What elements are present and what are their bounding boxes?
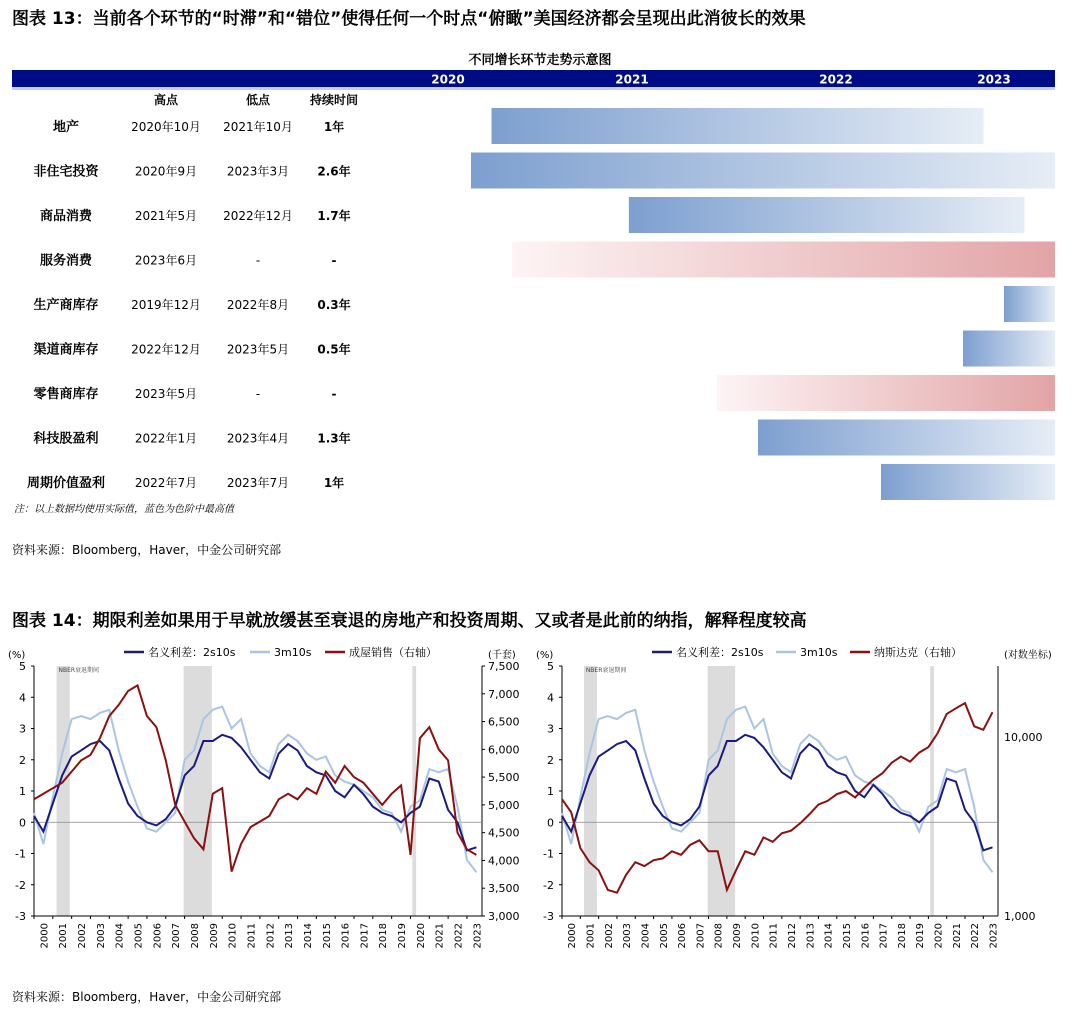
row-duration: - — [331, 387, 337, 401]
y2-tick-label: 7,000 — [488, 687, 520, 701]
year-label: 2023 — [977, 72, 1011, 87]
x-tick-label: 2017 — [878, 923, 890, 949]
row-duration: 0.5年 — [317, 342, 351, 357]
y-axis-unit: (%) — [8, 650, 26, 661]
row-low: 2023年3月 — [226, 164, 290, 179]
x-tick-label: 2008 — [713, 923, 725, 949]
row-low: 2023年5月 — [226, 342, 290, 357]
recession-band — [930, 666, 934, 916]
x-tick-label: 2018 — [378, 923, 390, 949]
legend-label: 3m10s — [274, 646, 312, 659]
x-tick-label: 2022 — [970, 923, 982, 949]
x-tick-label: 2004 — [640, 923, 652, 949]
row-low: - — [255, 387, 261, 401]
series-line — [562, 703, 993, 893]
figure13-title: 图表 13：当前各个环节的“时滞”和“错位”使得任何一个时点“俯瞰”美国经济都会呈现出此消彼长的效果 — [12, 9, 806, 29]
x-tick-label: 2023 — [988, 923, 1000, 949]
x-tick-label: 2013 — [805, 923, 817, 949]
y2-tick-label: 3,000 — [488, 910, 520, 923]
legend-label: 纳斯达克（右轴） — [874, 646, 962, 659]
x-tick-label: 2004 — [114, 923, 126, 949]
trend-bar — [1004, 286, 1055, 322]
x-tick-label: 2007 — [695, 923, 707, 949]
x-tick-label: 2009 — [208, 923, 220, 949]
figure14-source: 资料来源：Bloomberg，Haver，中金公司研究部 — [12, 990, 282, 1004]
table-note: 注：以上数据均使用实际值，蓝色为色阶中最高值 — [14, 504, 234, 515]
x-tick-label: 2003 — [95, 923, 107, 949]
y-tick-label: 3 — [19, 722, 26, 736]
x-tick-label: 2015 — [321, 923, 333, 949]
y-tick-label: 2 — [547, 753, 554, 767]
row-duration: 1年 — [323, 476, 345, 490]
row-high: 2020年10月 — [131, 120, 201, 134]
y2-tick-label: 6,000 — [488, 743, 520, 757]
y2-tick-label: 5,000 — [488, 798, 520, 812]
recession-band — [57, 666, 70, 916]
figure14-title: 图表 14：期限利差如果用于早就放缓甚至衰退的房地产和投资周期、又或者是此前的纳指，解释程度较高 — [12, 611, 807, 631]
trend-bar — [963, 331, 1055, 367]
x-tick-label: 2001 — [585, 923, 597, 949]
year-label: 2021 — [615, 72, 649, 87]
row-duration: 0.3年 — [317, 298, 351, 312]
x-tick-label: 2005 — [133, 923, 145, 949]
column-header: 持续时间 — [309, 93, 359, 107]
series-line — [34, 735, 476, 851]
x-tick-label: 2019 — [397, 923, 409, 949]
trend-bar — [881, 464, 1055, 500]
y-tick-label: 3 — [547, 722, 554, 736]
row-low: 2021年10月 — [223, 120, 293, 134]
timeline-title: 不同增长环节走势示意图 — [468, 53, 612, 68]
x-tick-label: 2018 — [896, 923, 908, 949]
y-tick-label: -3 — [15, 910, 26, 923]
x-tick-label: 2000 — [567, 923, 579, 949]
y2-tick-label: 7,500 — [488, 660, 520, 673]
x-tick-label: 2002 — [77, 923, 89, 949]
y-tick-label: 1 — [547, 785, 554, 798]
legend-label: 3m10s — [800, 646, 838, 659]
y-tick-label: -1 — [15, 847, 26, 861]
x-tick-label: 2016 — [340, 923, 352, 949]
row-high: 2019年12月 — [131, 298, 201, 312]
y2-tick-label: 5,500 — [488, 771, 520, 785]
y-tick-label: -3 — [543, 910, 554, 923]
series-line — [562, 735, 993, 851]
y-tick-label: 0 — [19, 816, 26, 830]
x-tick-label: 2000 — [39, 923, 51, 949]
x-tick-label: 2006 — [152, 923, 164, 949]
column-header: 高点 — [153, 93, 179, 107]
series-line — [562, 707, 993, 873]
x-tick-label: 2019 — [915, 923, 927, 949]
trend-bar — [758, 420, 1055, 456]
nasdaq-spread-chart — [528, 640, 1068, 980]
y-tick-label: 5 — [547, 660, 554, 673]
year-label: 2022 — [819, 72, 853, 87]
y-tick-label: -1 — [543, 847, 554, 861]
row-high: 2023年5月 — [134, 387, 198, 401]
x-tick-label: 2011 — [768, 923, 780, 949]
x-tick-label: 2010 — [750, 923, 762, 949]
row-duration: 2.6年 — [317, 164, 351, 179]
recession-band — [584, 666, 597, 916]
trend-bar — [492, 108, 984, 144]
row-high: 2021年5月 — [134, 209, 198, 223]
housing-spread-chart — [0, 640, 520, 980]
recession-band — [184, 666, 212, 916]
x-tick-label: 2002 — [603, 923, 615, 949]
figure13-source: 资料来源：Bloomberg，Haver，中金公司研究部 — [12, 543, 282, 557]
row-name: 地产 — [52, 120, 80, 135]
year-label: 2020 — [431, 72, 465, 87]
year-header-underline — [12, 87, 1055, 90]
trend-bar — [471, 153, 1055, 189]
x-tick-label: 2001 — [58, 923, 70, 949]
recession-label: NBER衰退期间 — [58, 667, 100, 674]
trend-bar — [629, 197, 1025, 233]
x-tick-label: 2014 — [823, 923, 835, 949]
x-tick-label: 2017 — [359, 923, 371, 949]
legend-label: 名义利差：2s10s — [148, 646, 236, 659]
x-tick-label: 2003 — [622, 923, 634, 949]
row-duration: 1.7年 — [317, 209, 351, 223]
x-tick-label: 2011 — [246, 923, 258, 949]
row-high: 2023年6月 — [134, 253, 198, 268]
row-high: 2022年12月 — [131, 342, 201, 357]
year-header-bar — [12, 70, 1055, 87]
row-high: 2022年7月 — [134, 476, 198, 490]
x-tick-label: 2023 — [472, 923, 484, 949]
recession-band — [708, 666, 735, 916]
trend-bar — [717, 375, 1055, 411]
row-name: 生产商库存 — [33, 298, 99, 313]
row-low: 2023年4月 — [226, 431, 290, 446]
y-tick-label: -2 — [15, 878, 26, 892]
x-tick-label: 2010 — [227, 923, 239, 949]
row-high: 2020年9月 — [134, 164, 198, 179]
column-header: 低点 — [245, 93, 271, 107]
row-low: 2022年12月 — [223, 209, 293, 223]
x-tick-label: 2021 — [951, 923, 963, 949]
row-name: 商品消费 — [39, 209, 93, 224]
row-low: - — [255, 253, 261, 268]
y2-axis-unit: (千套) — [488, 650, 516, 661]
row-duration: 1.3年 — [317, 431, 351, 446]
y-tick-label: 2 — [19, 753, 26, 767]
y-tick-label: 4 — [547, 691, 554, 705]
y-tick-label: 5 — [19, 660, 26, 673]
row-duration: - — [331, 253, 337, 268]
y2-tick-label: 6,500 — [488, 715, 520, 729]
x-tick-label: 2007 — [171, 923, 183, 949]
x-tick-label: 2012 — [786, 923, 798, 949]
y-tick-label: 4 — [19, 691, 26, 705]
x-tick-label: 2020 — [415, 923, 427, 949]
y-tick-label: -2 — [543, 878, 554, 892]
trend-bar — [512, 242, 1055, 278]
row-name: 服务消费 — [39, 253, 93, 269]
x-tick-label: 2022 — [453, 923, 465, 949]
y2-tick-label: 4,000 — [488, 854, 520, 868]
y2-tick-label: 3,500 — [488, 882, 520, 896]
y-tick-label: 0 — [547, 816, 554, 830]
x-tick-label: 2015 — [841, 923, 853, 949]
x-tick-label: 2013 — [284, 923, 296, 949]
legend-label: 名义利差：2s10s — [676, 646, 764, 659]
row-name: 渠道商库存 — [33, 342, 99, 358]
x-tick-label: 2009 — [732, 923, 744, 949]
x-tick-label: 2020 — [933, 923, 945, 949]
row-high: 2022年1月 — [134, 431, 198, 446]
y2-tick-label: 1,000 — [1004, 910, 1036, 923]
row-name: 非住宅投资 — [33, 164, 99, 180]
row-name: 周期价值盈利 — [26, 476, 106, 491]
x-tick-label: 2008 — [190, 923, 201, 949]
x-tick-label: 2012 — [265, 923, 277, 949]
y-tick-label: 1 — [19, 785, 26, 798]
recession-label: NBER衰退期间 — [585, 667, 627, 674]
y2-tick-label: 4,500 — [488, 826, 520, 840]
x-tick-label: 2006 — [677, 923, 689, 949]
legend-label: 成屋销售（右轴） — [349, 646, 437, 659]
timeline-chart — [0, 40, 1080, 570]
y2-axis-unit: (对数坐标) — [1004, 650, 1052, 661]
row-low: 2023年7月 — [226, 476, 290, 490]
y2-tick-label: 10,000 — [1004, 731, 1043, 745]
x-tick-label: 2014 — [302, 923, 314, 949]
y-axis-unit: (%) — [536, 650, 554, 661]
row-name: 科技股盈利 — [33, 431, 99, 447]
x-tick-label: 2021 — [434, 923, 446, 949]
row-name: 零售商库存 — [33, 387, 99, 402]
x-tick-label: 2016 — [860, 923, 872, 949]
row-low: 2022年8月 — [226, 298, 290, 312]
x-tick-label: 2005 — [658, 923, 670, 949]
row-duration: 1年 — [323, 120, 345, 134]
